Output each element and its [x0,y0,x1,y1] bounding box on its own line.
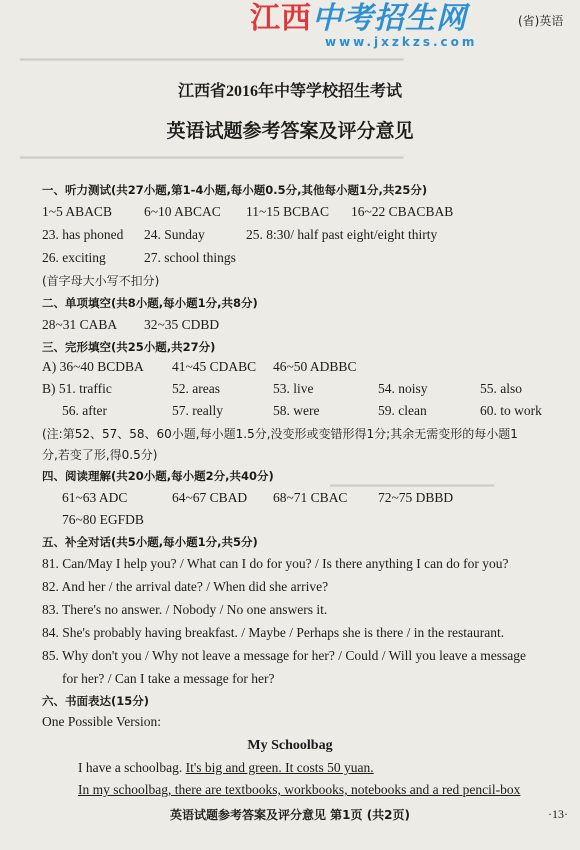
answer-item: 23. has phoned [42,227,124,242]
answer-item: 57. really [172,403,223,418]
answer-item: 54. noisy [378,381,428,396]
exam-title: 江西省2016年中等学校招生考试 [177,83,402,100]
section-heading-listening: 一、听力测试(共27小题,第1-4小题,每小题0.5分,其他每小题1分,共25分) [42,183,428,197]
answer-group: 16~22 CBACBAB [351,204,454,219]
document-title: 英语试题参考答案及评分意见 [166,120,414,142]
answer-item: 26. exciting [42,250,106,265]
answer-group: 68~71 CBAC [273,490,348,505]
answer-group: 32~35 CDBD [144,317,220,332]
essay-text-underlined: It's big and green. It costs 50 yuan. [185,760,374,775]
answer-group: 76~80 EGFDB [62,512,144,527]
answer-group: A) 36~40 BCDBA [42,359,144,374]
answer-item: 27. school things [144,250,236,265]
answer-item: B) 51. traffic [42,381,112,396]
grading-note: (首字母大小写不扣分) [42,274,160,288]
essay-text: I have a schoolbag. [78,760,186,775]
answer-group: 61~63 ADC [62,490,128,505]
answer-item: 60. to work [480,403,542,418]
answer-group: 1~5 ABACB [42,204,112,219]
grading-note: 分,若变了形,得0.5分) [42,448,158,462]
bleed-through-text: ━━━━━━━━━━━━━━━━━━━━━━━━━━━━━━━━━━━━━━━━━━━━━━━━━ [20,150,404,165]
answer-item: 59. clean [378,403,427,418]
essay-paragraph-1 [78,760,374,776]
grading-note: (注:第52、57、58、60小题,每小题1.5分,没变形或变错形得1分;其余无需变形的每小题1 [42,427,518,441]
answer-item: 58. were [273,403,320,418]
answer-group: 11~15 BCBAC [246,204,329,219]
logo-url: www.jxzkzs.com [325,35,478,49]
sample-version-label: One Possible Version: [42,714,162,729]
corner-label: (省)英语 [518,14,564,28]
answer-item: 53. live [273,381,314,396]
answer-item: 56. after [62,403,107,418]
answer-group: 72~75 DBBD [378,490,454,505]
answer-item: 52. areas [172,381,220,396]
section-heading-cloze: 三、完形填空(共25小题,共27分) [42,340,216,354]
answer-item: 24. Sunday [144,227,205,242]
answer-81: 81. Can/May I help you? / What can I do for you? / Is there anything I can do for you? [42,556,509,571]
answer-group: 6~10 ABCAC [144,204,221,219]
section-heading-writing: 六、书面表达(15分) [42,694,150,708]
answer-85: 85. Why don't you / Why not leave a message for her? / Could / Will you leave a message [42,648,527,663]
logo-text-blue: 中考招生网 [312,1,467,36]
site-logo [250,1,478,49]
page-footer: 英语试题参考答案及评分意见 第1页 (共2页) [169,808,411,822]
answer-85-continued: for her? / Can I take a message for her? [62,671,275,686]
page-number: ·13· [548,807,568,821]
section-heading-reading: 四、阅读理解(共20小题,每小题2分,共40分) [42,469,274,483]
bleed-through-text: ━━━━━━━━━━━━━━━━━━━━━━━━━━━━━━━━━━━━━━━━━━━━━━━━━ [20,52,404,67]
answer-group: 64~67 CBAD [172,490,248,505]
answer-83: 83. There's no answer. / Nobody / No one answers it. [42,602,328,617]
bleed-through-text: ━━━━━━━━━━━━━━━━━━━━━ [330,478,495,493]
answer-item: 55. also [480,381,522,396]
answer-group: 41~45 CDABC [172,359,257,374]
answer-item: 25. 8:30/ half past eight/eight thirty [246,227,438,242]
essay-paragraph-2: In my schoolbag, there are textbooks, workbooks, notebooks and a red pencil-box [78,782,521,797]
answer-group: 28~31 CABA [42,317,118,332]
logo-text-red: 江西 [250,1,312,36]
section-heading-dialogue: 五、补全对话(共5小题,每小题1分,共5分) [42,535,258,549]
answer-82: 82. And her / the arrival date? / When did she arrive? [42,579,329,594]
answer-84: 84. She's probably having breakfast. / Maybe / Perhaps she is there / in the restaurant. [42,625,505,640]
essay-title: My Schoolbag [247,738,333,753]
section-heading-single-choice: 二、单项填空(共8小题,每小题1分,共8分) [42,296,258,310]
answer-group: 46~50 ADBBC [273,359,357,374]
